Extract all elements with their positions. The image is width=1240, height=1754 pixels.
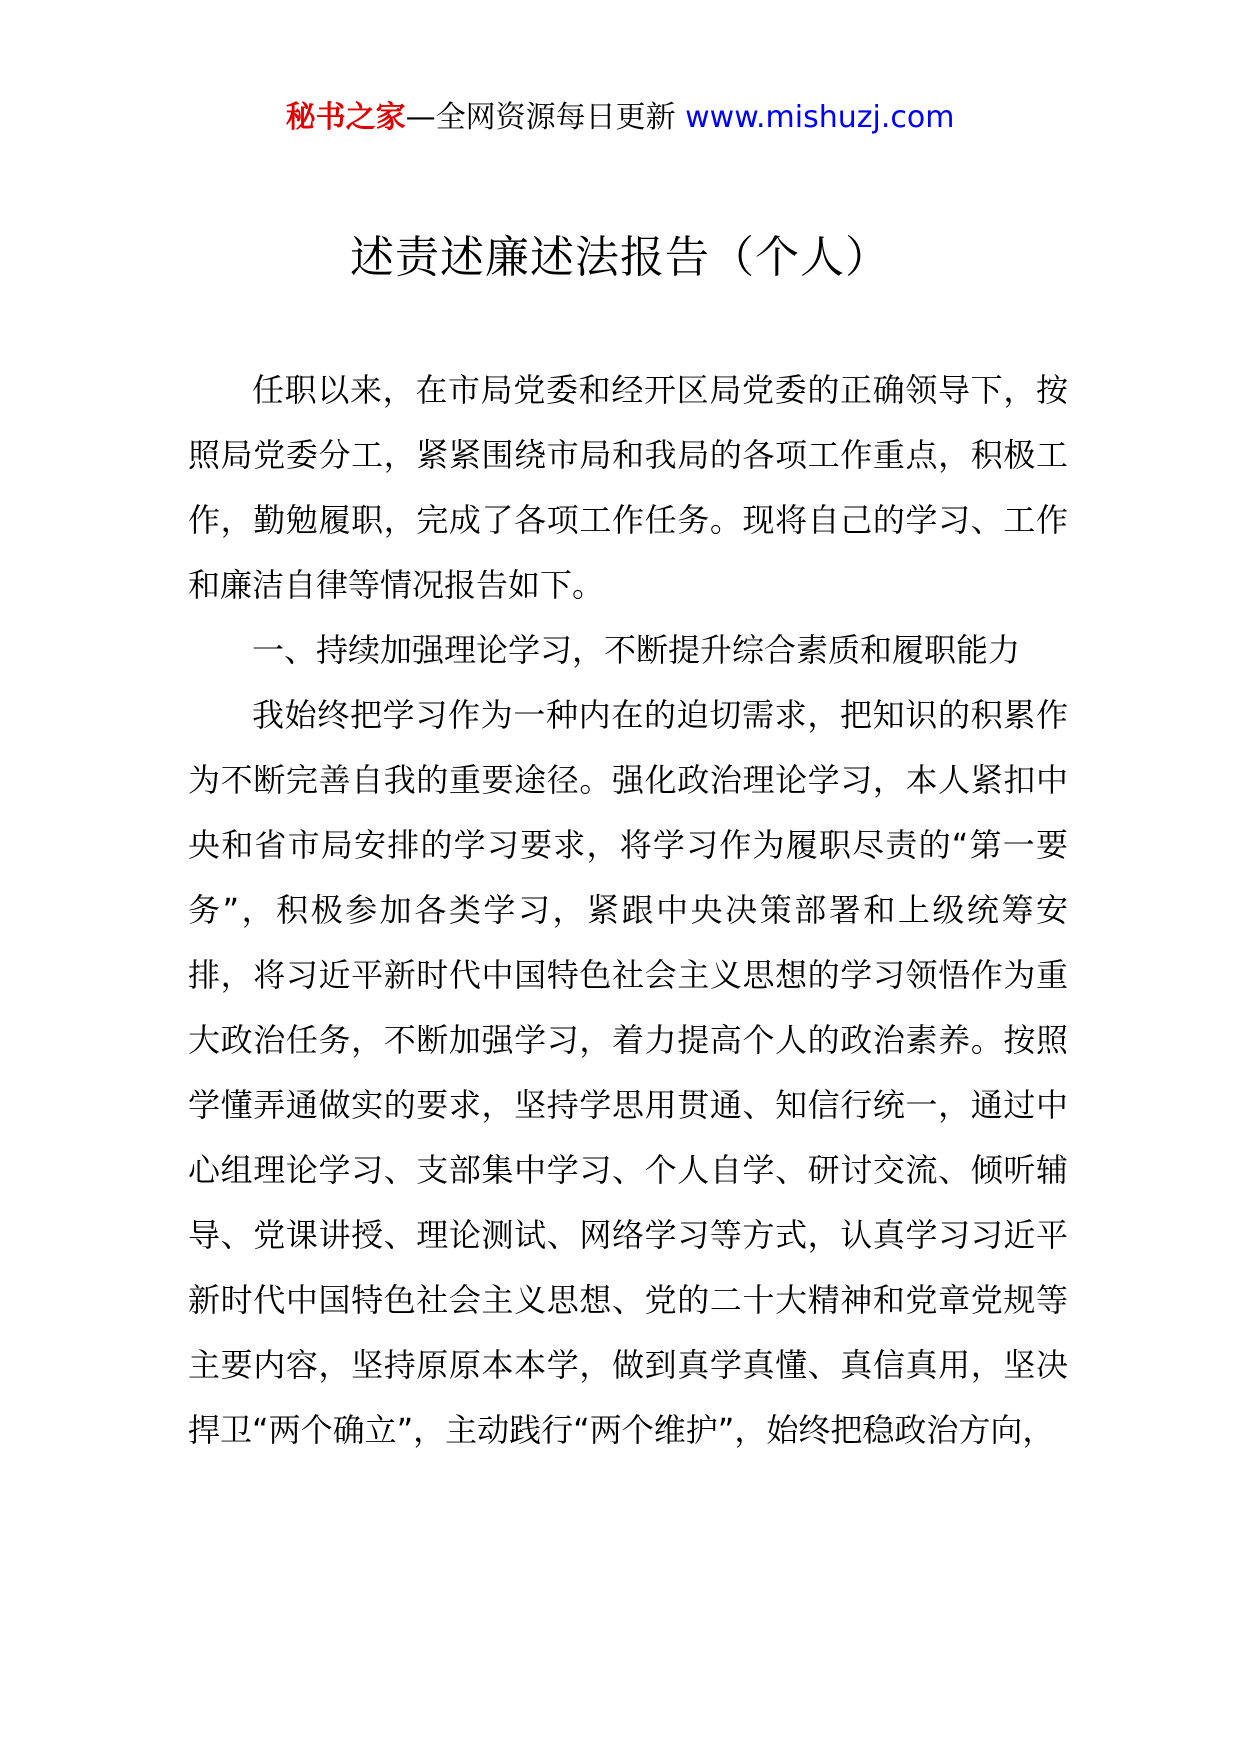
section-1-paragraph: 我始终把学习作为一种内在的迫切需求，把知识的积累作为不断完善自我的重要途径。强化政治理论学习，本人紧扣中央和省市局安排的学习要求，将学习作为履职尽责的“第一要务”，积极参加各类学习，紧跟中央决策部署和上级统筹安排，将习近平新时代中国特色社会主义思想的学习领悟作为重大政治任务，不断加强学习，着力提高个人的政治素养。按照学懂弄通做实的要求，坚持学思用贯通、知信行统一，通过中心组理论学习、支部集中学习、个人自学、研讨交流、倾听辅导、党课讲授、理论测试、网络学习等方式，认真学习习近平新时代中国特色社会主义思想、党的二十大精神和党章党规等主要内容，坚持原原本本学，做到真学真懂、真信真用，坚决捍卫“两个确立”，主动践行“两个维护”，始终把稳政治方向， [188, 696, 1068, 1449]
intro-paragraph: 任职以来，在市局党委和经开区局党委的正确领导下，按照局党委分工，紧紧围绕市局和我局的各项工作重点，积极工作，勤勉履职，完成了各项工作任务。现将自己的学习、工作和廉洁自律等情况报告如下。 [188, 371, 1068, 604]
document-title: 述责述廉述法报告（个人） [350, 232, 890, 283]
section-heading-1: 一、持续加强理论学习，不断提升综合素质和履职能力 [252, 631, 1021, 669]
site-tagline: —全网资源每日更新 [405, 100, 676, 135]
site-url-link[interactable]: www.mishuzj.com [685, 100, 955, 135]
document-body [188, 358, 1068, 1463]
site-header [0, 98, 1240, 138]
site-brand: 秘书之家 [285, 100, 406, 135]
